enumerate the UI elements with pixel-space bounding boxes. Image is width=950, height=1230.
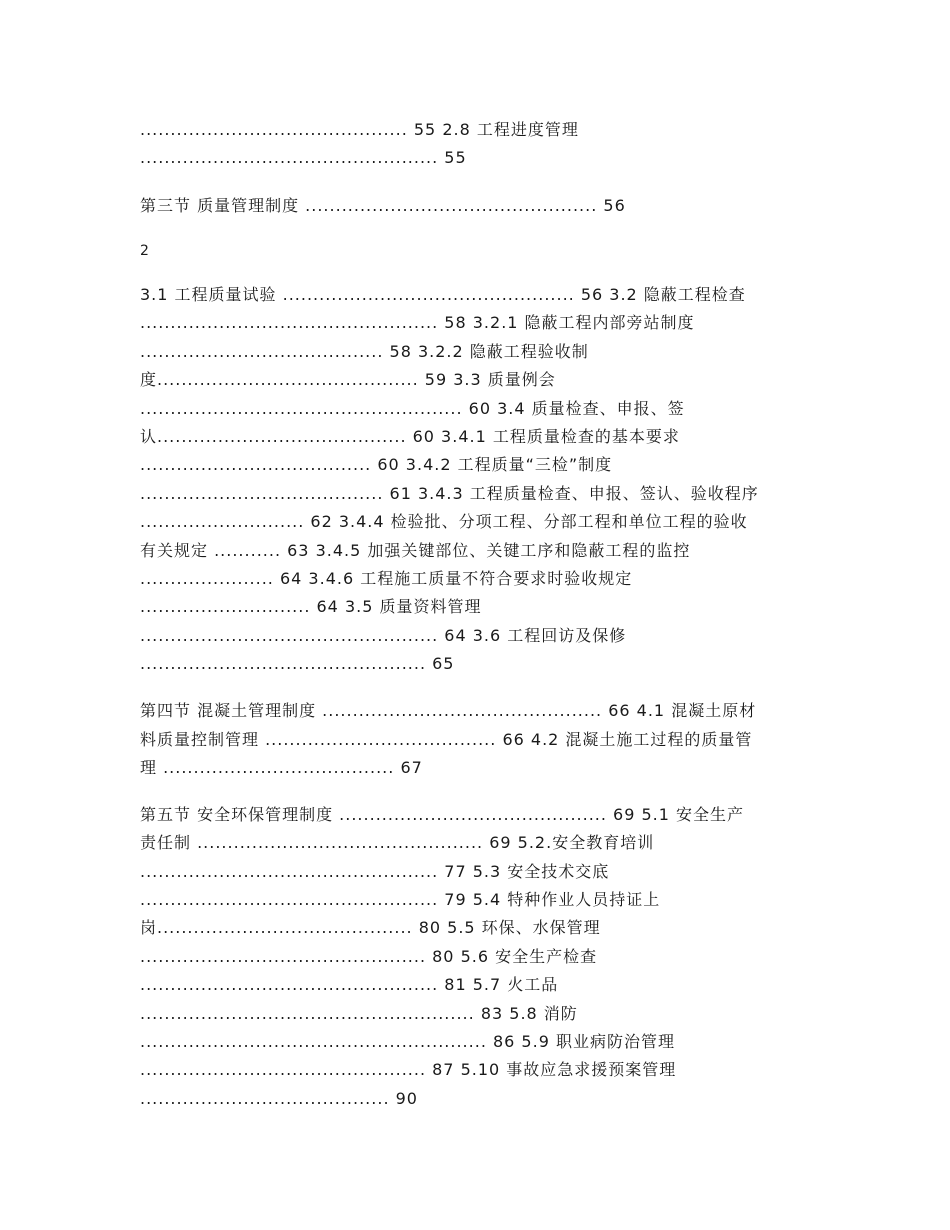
toc-line: ................................................. 58 3.2.1 隐蔽工程内部旁站制度 [140,313,695,332]
toc-line: ................................................. 81 5.7 火工品 [140,975,559,994]
toc-line: ............................................... 65 [140,654,455,673]
toc-line: 3.1 工程质量试验 ................................................ 56 3.2 隐蔽工程检查 [140,285,746,304]
toc-line: ........................................ 61 3.4.3 工程质量检查、申报、签认、验收程序 [140,484,759,503]
toc-line: 理 ...................................... 67 [140,758,423,777]
toc-line: ......................................................... 86 5.9 职业病防治管理 [140,1032,675,1051]
toc-line: 认......................................... 60 3.4.1 工程质量检查的基本要求 [140,427,680,446]
toc-line: ...................................... 60 3.4.2 工程质量“三检”制度 [140,455,613,474]
toc-line: 责任制 ............................................... 69 5.2.安全教育培训 [140,833,655,852]
toc-line: ......................................... 90 [140,1089,418,1108]
toc-line: ........................... 62 3.4.4 检验批、分项工程、分部工程和单位工程的验收 [140,512,748,531]
toc-line: ............................................... 80 5.6 安全生产检查 [140,947,598,966]
toc-line: ............................ 64 3.5 质量资料管理 [140,597,482,616]
toc-line: 料质量控制管理 ...................................... 66 4.2 混凝土施工过程的质量管 [140,730,753,749]
toc-line: 有关规定 ........... 63 3.4.5 加强关键部位、关键工序和隐蔽工程的监控 [140,541,691,560]
toc-line: ............................................ 55 2.8 工程进度管理 [140,120,579,139]
page-number: 2 [140,243,149,259]
toc-line: ...................... 64 3.4.6 工程施工质量不符合要求时验收规定 [140,569,633,588]
toc-line: 度........................................... 59 3.3 质量例会 [140,370,556,389]
toc-line: ..................................................... 60 3.4 质量检查、申报、签 [140,399,685,418]
toc-line: 第四节 混凝土管理制度 .............................................. 66 4.1 混凝土原材 [140,701,757,720]
section-heading: 第三节 质量管理制度 ................................................ 56 [140,196,626,215]
toc-line: ................................................. 77 5.3 安全技术交底 [140,862,610,881]
toc-line: 第五节 安全环保管理制度 ............................................ 69 5.1 安全生产 [140,805,745,824]
toc-line: 岗.......................................... 80 5.5 环保、水保管理 [140,918,601,937]
toc-line: ....................................................... 83 5.8 消防 [140,1004,578,1023]
toc-line: ............................................... 87 5.10 事故应急求援预案管理 [140,1060,677,1079]
toc-line: ................................................. 55 [140,148,467,167]
toc-line: ................................................. 64 3.6 工程回访及保修 [140,626,627,645]
toc-line: ........................................ 58 3.2.2 隐蔽工程验收制 [140,342,589,361]
toc-line: ................................................. 79 5.4 特种作业人员持证上 [140,890,661,909]
